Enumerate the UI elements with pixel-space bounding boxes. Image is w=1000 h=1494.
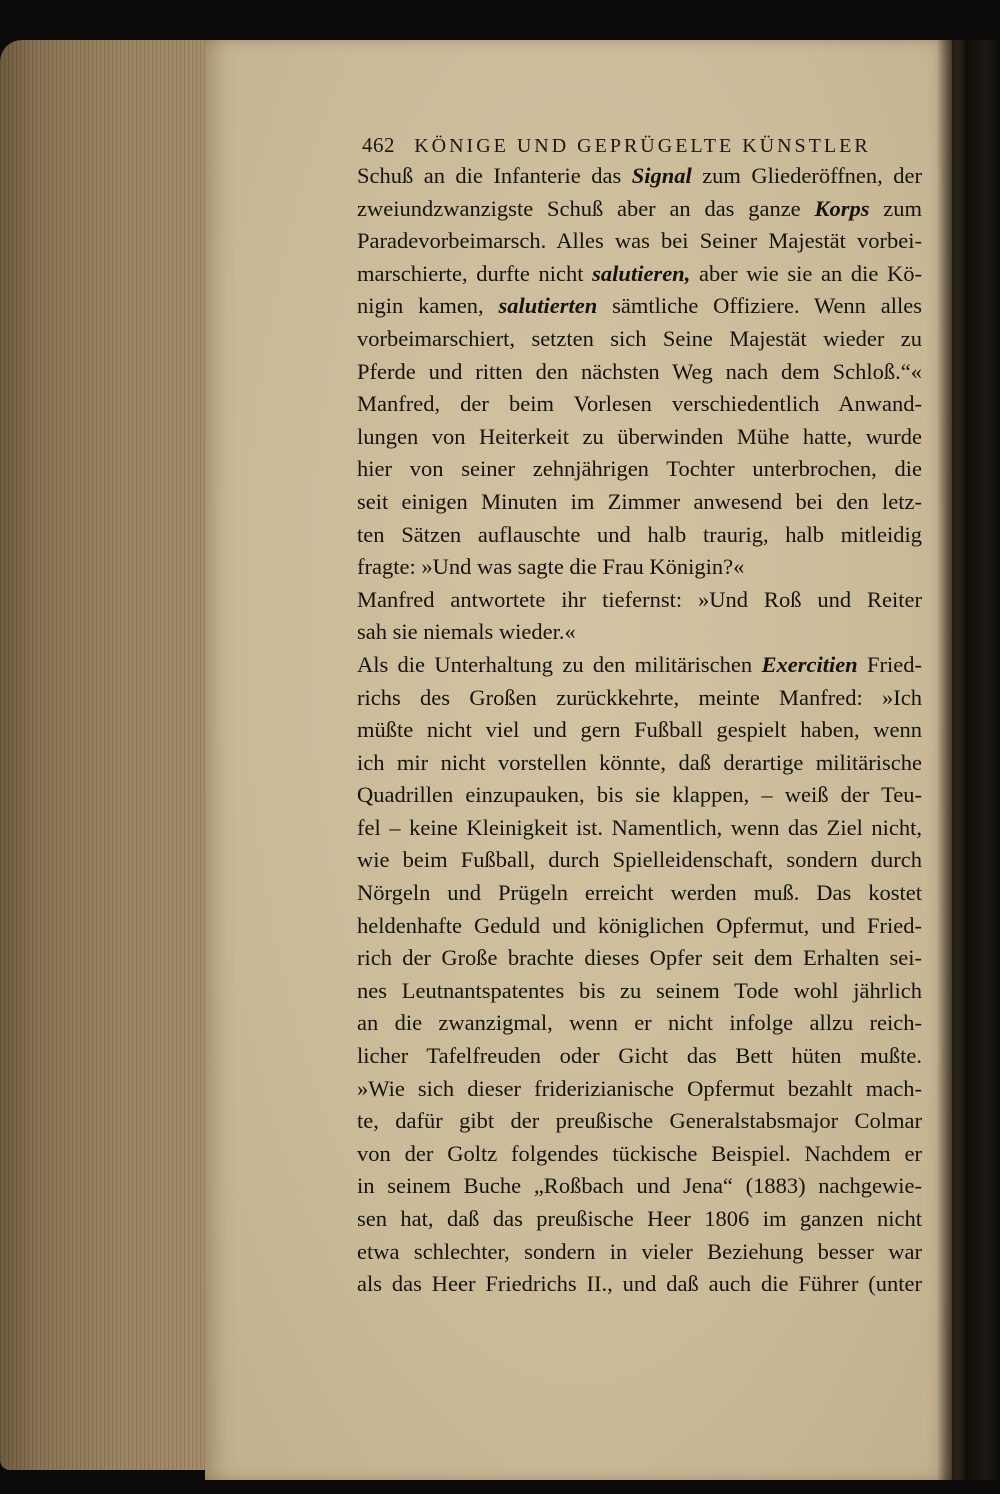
text-segment: nigin kamen,: [357, 293, 499, 319]
text-line: [357, 1040, 922, 1073]
text-segment: Manfred antwortete ihr tiefernst: »Und Roß und Reiter: [357, 586, 922, 612]
text-line: [357, 682, 922, 715]
text-line: [357, 584, 922, 617]
italic-emphasis: Exercitien: [761, 651, 858, 677]
text-segment: ich mir nicht vorstellen könnte, daß derartige militärische: [357, 749, 922, 775]
text-segment: Als die Unterhaltung zu den militärischen: [357, 651, 762, 677]
text-segment: Quadrillen einzupauken, bis sie klappen, – weiß der Teu-: [357, 782, 922, 808]
text-line: [357, 160, 922, 193]
text-segment: sah sie niemals wieder.«: [357, 619, 576, 645]
text-line: [357, 323, 922, 356]
text-line: [357, 193, 922, 226]
text-line: [357, 1203, 922, 1236]
text-segment: als das Heer Friedrichs II., und daß auch die Führer (unter: [357, 1271, 922, 1297]
italic-emphasis: Signal: [631, 163, 692, 188]
text-segment: nes Leutnantspatentes bis zu seinem Tode wohl jährlich: [357, 977, 922, 1003]
text-line: [357, 1138, 922, 1171]
text-line: [357, 910, 922, 943]
text-segment: müßte nicht viel und gern Fußball gespielt haben, wenn: [357, 717, 922, 743]
text-line: [357, 356, 922, 389]
text-segment: rich der Große brachte dieses Opfer seit dem Erhalten sei-: [357, 945, 922, 971]
text-line: [357, 1268, 922, 1301]
text-line: [357, 1170, 922, 1203]
text-segment: hier von seiner zehnjährigen Tochter unterbrochen, die: [357, 456, 922, 482]
text-line: [357, 388, 922, 421]
text-line: [357, 258, 922, 291]
text-segment: richs des Großen zurückkehrte, meinte Manfred: »Ich: [357, 684, 922, 710]
running-title: KÖNIGE UND GEPRÜGELTE KÜNSTLER: [414, 135, 871, 157]
text-segment: fragte: »Und was sagte die Frau Königin?«: [357, 554, 745, 580]
text-segment: zweiundzwanzigste Schuß aber an das ganze: [357, 195, 815, 221]
text-segment: Nörgeln und Prügeln erreicht werden muß. Das kostet: [357, 880, 922, 906]
text-segment: seit einigen Minuten im Zimmer anwesend bei den letz-: [357, 488, 922, 514]
italic-emphasis: salutieren,: [592, 260, 691, 286]
text-segment: lungen von Heiterkeit zu überwinden Mühe hatte, wurde: [357, 423, 922, 449]
text-line: [357, 1007, 922, 1040]
text-line: [357, 877, 922, 910]
facing-page-edge: [965, 40, 1000, 1480]
text-segment: sen hat, daß das preußische Heer 1806 im ganzen nicht: [357, 1206, 922, 1231]
text-segment: wie beim Fußball, durch Spielleidenschaft, sondern durch: [357, 847, 922, 873]
text-segment: etwa schlechter, sondern in vieler Beziehung besser war: [357, 1238, 922, 1264]
text-line: [357, 486, 922, 519]
text-line: [357, 1073, 922, 1106]
text-line: [357, 942, 922, 975]
text-segment: aber wie sie an die Kö-: [690, 260, 923, 286]
text-segment: vorbeimarschiert, setzten sich Seine Majestät wieder zu: [357, 325, 922, 351]
text-segment: zum Gliederöffnen, der: [691, 163, 922, 188]
text-segment: licher Tafelfreuden oder Gicht das Bett hüten mußte.: [357, 1043, 922, 1069]
text-segment: von der Goltz folgendes tückische Beispiel. Nachdem er: [357, 1140, 922, 1166]
text-line: [357, 844, 922, 877]
running-header: [362, 133, 892, 163]
body-text: [357, 160, 922, 1301]
book-page-edges: [0, 40, 205, 1470]
text-line: [357, 453, 922, 486]
text-line: [357, 290, 922, 323]
text-segment: in seinem Buche „Roßbach und Jena“ (1883) nachgewie-: [357, 1173, 922, 1199]
text-line: [357, 747, 922, 780]
text-segment: marschierte, durfte nicht: [357, 260, 593, 286]
text-segment: ten Sätzen auflauschte und halb traurig, halb mitleidig: [357, 521, 922, 547]
text-segment: an die zwanzigmal, wenn er nicht infolge allzu reich-: [357, 1010, 922, 1036]
text-segment: Pferde und ritten den nächsten Weg nach dem Schloß.“«: [357, 358, 922, 384]
italic-emphasis: Korps: [814, 195, 870, 221]
page-number: 462: [362, 133, 395, 157]
text-segment: Schuß an die Infanterie das: [357, 163, 632, 188]
italic-emphasis: salutierten: [498, 293, 598, 319]
text-segment: sämtliche Offiziere. Wenn alles: [597, 293, 922, 319]
gutter-shadow: [937, 40, 967, 1480]
text-line: [357, 616, 922, 649]
text-segment: Fried-: [857, 651, 922, 677]
text-segment: zum: [869, 195, 922, 221]
text-line: [357, 779, 922, 812]
text-line: [357, 975, 922, 1008]
text-segment: Manfred, der beim Vorlesen verschiedentlich Anwand-: [357, 391, 922, 417]
text-line: [357, 714, 922, 747]
text-line: [357, 519, 922, 552]
text-segment: te, dafür gibt der preußische Generalstabsmajor Colmar: [357, 1108, 922, 1134]
text-segment: Paradevorbeimarsch. Alles was bei Seiner Majestät vorbei-: [357, 228, 922, 254]
text-line: [357, 421, 922, 454]
text-line: [357, 225, 922, 258]
text-segment: »Wie sich dieser friderizianische Opfermut bezahlt mach-: [357, 1075, 922, 1101]
text-line: [357, 812, 922, 845]
text-line: [357, 551, 922, 584]
text-line: [357, 649, 922, 682]
text-segment: fel – keine Kleinigkeit ist. Namentlich, wenn das Ziel nicht,: [357, 814, 922, 840]
text-line: [357, 1236, 922, 1269]
text-line: [357, 1105, 922, 1138]
text-segment: heldenhafte Geduld und königlichen Opfermut, und Fried-: [357, 912, 922, 938]
